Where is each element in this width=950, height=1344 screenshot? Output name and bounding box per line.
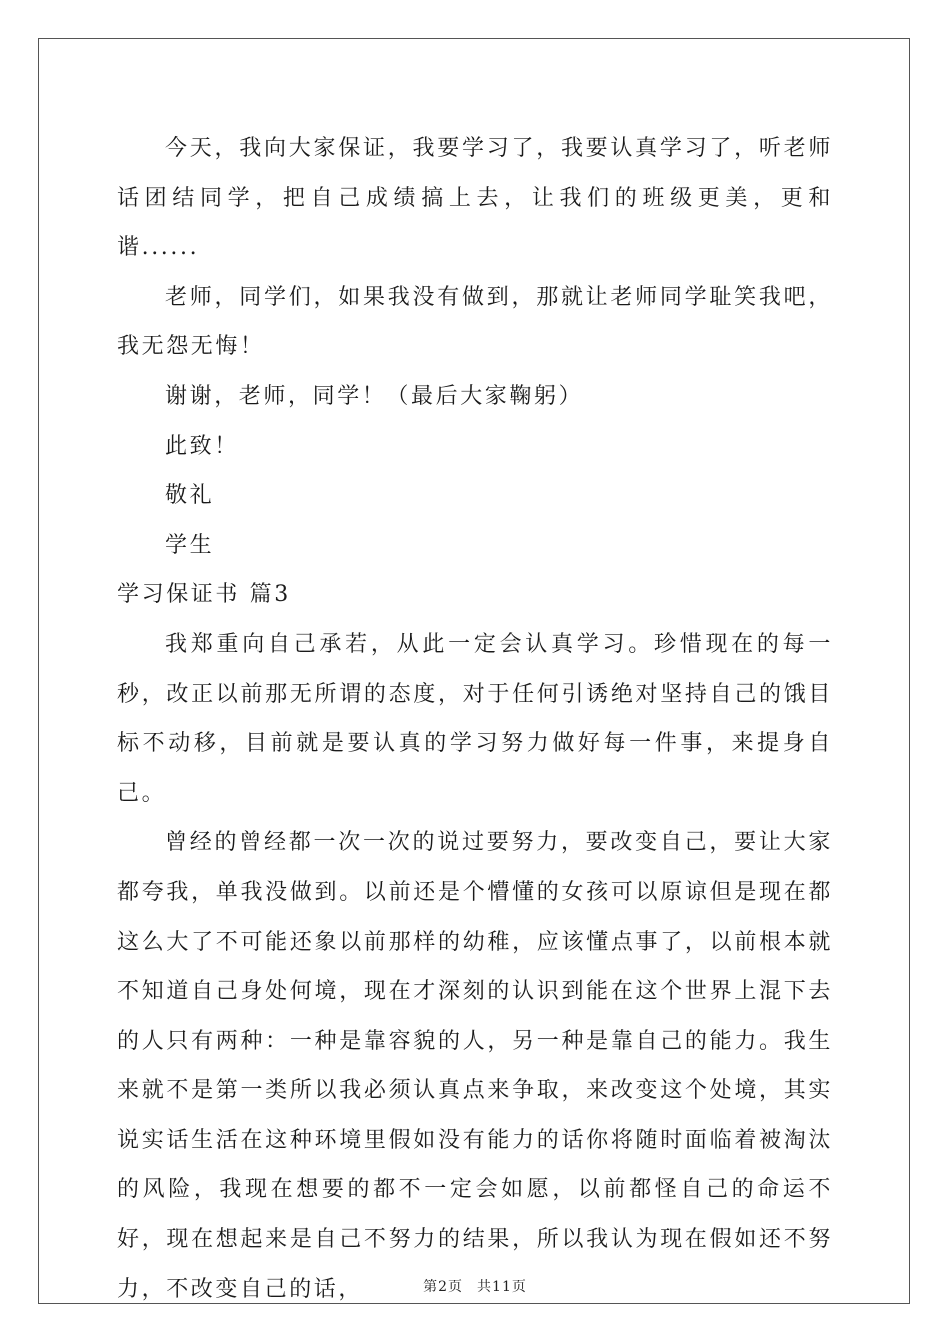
section-heading: 学习保证书 篇3 xyxy=(117,582,291,608)
paragraph: 敬礼 xyxy=(165,483,215,509)
page-total: 共11页 xyxy=(477,1279,527,1295)
paragraph: 曾经的曾经都一次一次的说过要努力，要改变自己，要让大家都夸我，单我没做到。以前还是个懵懂的女孩可以原谅但是现在都这么大了不可能还象以前那样的幼稚，应该懂点事了，以前根本就不知道自己身处何境，现在才深刻的认识到能在这个世界上混下去的人只有两种：一种是靠容貌的人，另一种是靠自己的能力。我生来就不是第一类所以我必须认真点来争取，来改变这个处境，其实说实话生活在这种环境里假如没有能力的话你将随时面临着被淘汰的风险，我现在想要的都不一定会如愿，以前都怪自己的命运不好，现在想起来是自己不努力的结果，所以我认为现在假如还不努力，不改变自己的话， xyxy=(117,830,833,1302)
paragraph: 今天，我向大家保证，我要学习了，我要认真学习了，听老师话团结同学，把自己成绩搞上去，让我们的班级更美，更和谐...... xyxy=(117,136,833,261)
document-body xyxy=(117,124,833,1314)
paragraph: 我郑重向自己承若，从此一定会认真学习。珍惜现在的每一秒，改正以前那无所谓的态度，对于任何引诱绝对坚持自己的饿目标不动移，目前就是要认真的学习努力做好每一件事，来提身自己。 xyxy=(117,631,833,806)
page-number: 第2页 xyxy=(423,1279,464,1295)
page-footer xyxy=(0,1276,950,1296)
paragraph: 老师，同学们，如果我没有做到，那就让老师同学耻笑我吧，我无怨无悔！ xyxy=(117,284,833,360)
paragraph: 谢谢，老师，同学！（最后大家鞠躬） xyxy=(165,383,584,409)
paragraph: 此致！ xyxy=(165,433,239,459)
paragraph: 学生 xyxy=(165,532,215,558)
